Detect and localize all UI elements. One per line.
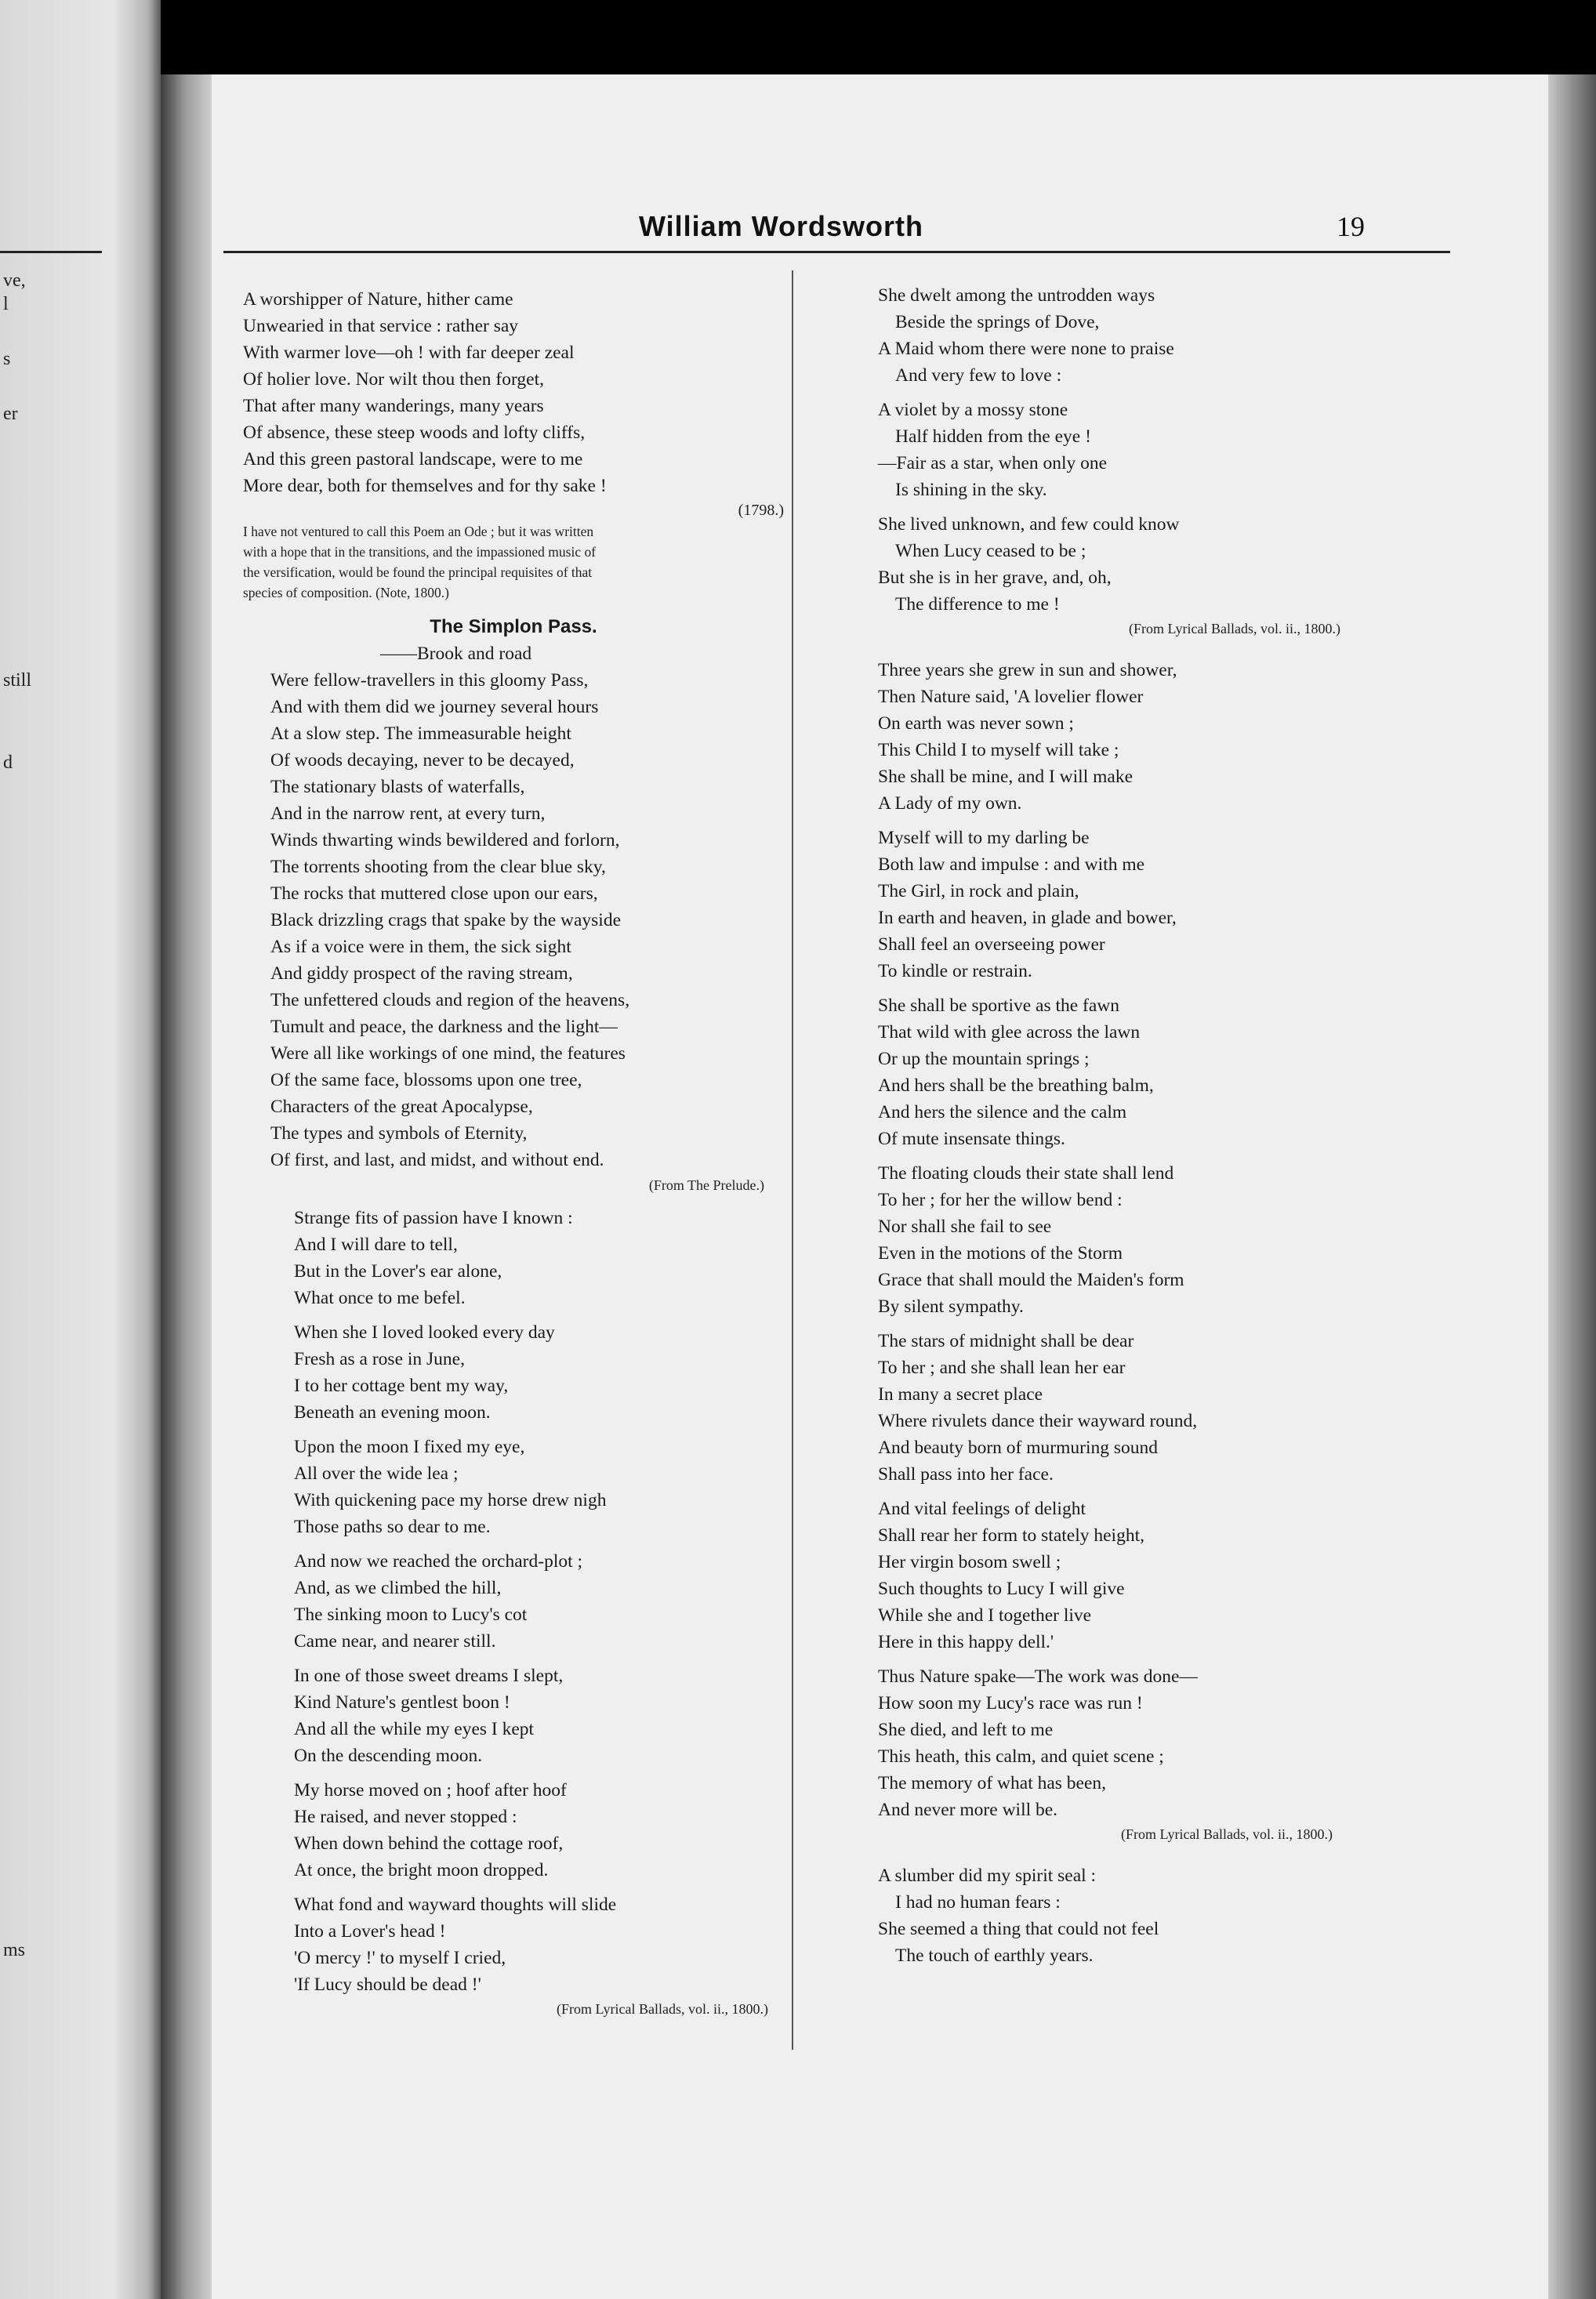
- verse-line: At once, the bright moon dropped.: [294, 1860, 549, 1880]
- note-line: species of composition. (Note, 1800.): [243, 585, 449, 600]
- verse-line: Shall pass into her face.: [878, 1464, 1054, 1485]
- verse-line: To kindle or restrain.: [878, 961, 1032, 981]
- verse-line: Kind Nature's gentlest boon !: [294, 1692, 510, 1713]
- verse-line: Nor shall she fail to see: [878, 1217, 1052, 1237]
- verse-line: I had no human fears :: [895, 1892, 1061, 1913]
- verse-line: Of holier love. Nor wilt thou then forget,: [243, 369, 544, 390]
- verse-line: On earth was never sown ;: [878, 713, 1074, 734]
- verse-line: A Lady of my own.: [878, 793, 1022, 814]
- stanza: [294, 1663, 784, 1769]
- verse-line: Of mute insensate things.: [878, 1129, 1065, 1149]
- verse-line: The types and symbols of Eternity,: [270, 1123, 528, 1144]
- spacer: [294, 1884, 784, 1891]
- facing-page-fragment: still: [3, 670, 32, 691]
- verse-line: This Child I to myself will take ;: [878, 740, 1119, 760]
- spacer: [878, 1320, 1364, 1328]
- verse-line: Winds thwarting winds bewildered and forlorn,: [270, 830, 620, 850]
- verse-line: My horse moved on ; hoof after hoof: [294, 1780, 567, 1800]
- poem-source: (From Lyrical Ballads, vol. ii., 1800.): [557, 2001, 768, 2017]
- verse-line: When she I loved looked every day: [294, 1322, 555, 1343]
- verse-line: Then Nature said, 'A lovelier flower: [878, 687, 1144, 707]
- spacer: [878, 389, 1364, 397]
- verse-line: In one of those sweet dreams I slept,: [294, 1666, 564, 1686]
- verse-line: Unwearied in that service : rather say: [243, 316, 519, 336]
- poem-source: (From The Prelude.): [648, 1177, 764, 1193]
- verse-line: Were fellow-travellers in this gloomy Pass,: [270, 670, 589, 691]
- verse-line: Fresh as a rose in June,: [294, 1349, 465, 1369]
- verse-line: Of the same face, blossoms upon one tree,: [270, 1070, 582, 1090]
- stanza: [294, 1777, 784, 1884]
- verse-line: The rocks that muttered close upon our ears,: [270, 883, 598, 904]
- stanza: [294, 1891, 784, 1998]
- verse-line: He raised, and never stopped :: [294, 1807, 517, 1827]
- spacer: [878, 817, 1364, 825]
- verse-line: The touch of earthly years.: [895, 1945, 1094, 1966]
- she-dwelt-poem: [878, 282, 1364, 640]
- spacer: [878, 985, 1364, 992]
- verse-line: All over the wide lea ;: [294, 1463, 459, 1484]
- right-column: [878, 282, 1364, 1969]
- page-edge-shadow: [1548, 74, 1596, 2299]
- stanza: [878, 1663, 1364, 1823]
- verse-line: Her virgin bosom swell ;: [878, 1552, 1061, 1572]
- verse-line: Where rivulets dance their wayward round,: [878, 1411, 1198, 1431]
- header-rule: [223, 251, 1450, 253]
- stanza: [878, 1328, 1364, 1488]
- three-years-poem: [878, 657, 1364, 1845]
- verse-line: In many a secret place: [878, 1384, 1043, 1405]
- verse-line: And giddy prospect of the raving stream,: [270, 963, 573, 984]
- verse-line: A violet by a mossy stone: [878, 400, 1068, 420]
- verse-line: The difference to me !: [895, 594, 1060, 615]
- facing-page-fragment: s: [3, 349, 11, 369]
- verse-line: What once to me befel.: [294, 1288, 466, 1308]
- verse-line: The Girl, in rock and plain,: [878, 881, 1079, 901]
- stanza: [294, 1205, 784, 1311]
- stanza: [294, 1548, 784, 1655]
- verse-line: At a slow step. The immeasurable height: [270, 723, 571, 744]
- verse-line: Such thoughts to Lucy I will give: [878, 1579, 1125, 1599]
- verse-line: Even in the motions of the Storm: [878, 1243, 1123, 1264]
- column-rule: [792, 270, 793, 2050]
- verse-line: With quickening pace my horse drew nigh: [294, 1490, 607, 1510]
- note-line: with a hope that in the transitions, and the impassioned music of: [243, 544, 597, 560]
- verse-line: And hers shall be the breathing balm,: [878, 1075, 1154, 1096]
- slumber-poem: [878, 1862, 1364, 1969]
- verse-line: Those paths so dear to me.: [294, 1517, 491, 1537]
- verse-line: And now we reached the orchard-plot ;: [294, 1551, 583, 1572]
- stanza: [878, 992, 1364, 1152]
- poem-source: (From Lyrical Ballads, vol. ii., 1800.): [1121, 1826, 1333, 1842]
- facing-page-fragment: d: [3, 752, 13, 773]
- verse-line: As if a voice were in them, the sick sight: [270, 937, 571, 957]
- verse-line: 'O mercy !' to myself I cried,: [294, 1948, 506, 1968]
- verse-line: —Fair as a star, when only one: [878, 453, 1108, 473]
- stanza: [878, 1496, 1364, 1655]
- poem-date: (1798.): [738, 502, 784, 519]
- verse-line: The floating clouds their state shall lend: [878, 1163, 1174, 1184]
- verse-line: Or up the mountain springs ;: [878, 1049, 1090, 1069]
- facing-page-fragment: ve,: [3, 270, 26, 291]
- simplon-pass-poem: [243, 640, 784, 1173]
- facing-page-fragment: er: [3, 404, 18, 424]
- tintern-abbey-excerpt: [243, 286, 784, 521]
- verse-line: Tumult and peace, the darkness and the light—: [270, 1017, 618, 1037]
- verse-line: Is shining in the sky.: [895, 480, 1047, 500]
- spacer: [878, 1655, 1364, 1663]
- verse-line: That wild with glee across the lawn: [878, 1022, 1141, 1043]
- stanza: [294, 1319, 784, 1426]
- spacer: [294, 1426, 784, 1434]
- spacer: [243, 603, 784, 611]
- spacer: [878, 1488, 1364, 1496]
- verse-line: And never more will be.: [878, 1800, 1058, 1820]
- verse-line: The unfettered clouds and region of the heavens,: [270, 990, 630, 1010]
- stanza: [878, 511, 1364, 618]
- spacer: [294, 1655, 784, 1663]
- verse-line: She dwelt among the untrodden ways: [878, 285, 1155, 306]
- spacer: [243, 1197, 784, 1205]
- verse-line: And very few to love :: [895, 365, 1062, 386]
- verse-line: The sinking moon to Lucy's cot: [294, 1605, 528, 1625]
- verse-line: Both law and impulse : and with me: [878, 854, 1145, 875]
- verse-line: But she is in her grave, and, oh,: [878, 567, 1112, 588]
- note-line: the versification, would be found the principal requisites of that: [243, 564, 593, 580]
- verse-line: Strange fits of passion have I known :: [294, 1208, 573, 1228]
- verse-line: A slumber did my spirit seal :: [878, 1866, 1097, 1886]
- verse-line: But in the Lover's ear alone,: [294, 1261, 502, 1282]
- verse-line: While she and I together live: [878, 1605, 1092, 1626]
- verse-line: She shall be mine, and I will make: [878, 767, 1134, 787]
- stanza: [878, 282, 1364, 389]
- verse-line: Black drizzling crags that spake by the wayside: [270, 910, 622, 930]
- author-note: [243, 521, 784, 603]
- left-column: [243, 286, 784, 2020]
- verse-line: Of woods decaying, never to be decayed,: [270, 750, 575, 771]
- verse-line: The torrents shooting from the clear blue sky,: [270, 857, 606, 877]
- verse-line: To her ; for her the willow bend :: [878, 1190, 1123, 1210]
- verse-line: And with them did we journey several hours: [270, 697, 599, 717]
- verse-line: When Lucy ceased to be ;: [895, 541, 1086, 561]
- note-line: I have not ventured to call this Poem an Ode ; but it was written: [243, 524, 594, 539]
- verse-line: And, as we climbed the hill,: [294, 1578, 502, 1598]
- verse-line: That after many wanderings, many years: [243, 396, 544, 416]
- stanza: [878, 397, 1364, 503]
- verse-line: She shall be sportive as the fawn: [878, 995, 1120, 1016]
- spacer: [878, 503, 1364, 511]
- running-header: William Wordsworth: [639, 210, 924, 242]
- verse-line: Here in this happy dell.': [878, 1632, 1054, 1652]
- verse-line: Thus Nature spake—The work was done—: [878, 1666, 1198, 1687]
- verse-line: And in the narrow rent, at every turn,: [270, 803, 546, 824]
- verse-line: Into a Lover's head !: [294, 1921, 446, 1942]
- verse-line: Half hidden from the eye !: [895, 426, 1091, 447]
- verse-line: This heath, this calm, and quiet scene ;: [878, 1746, 1164, 1767]
- facing-page-fragment: ms: [3, 1940, 26, 1960]
- spacer: [878, 640, 1364, 657]
- verse-line: Of first, and last, and midst, and without end.: [270, 1150, 604, 1170]
- verse-line: ——Brook and road: [380, 644, 532, 664]
- poem-source: (From Lyrical Ballads, vol. ii., 1800.): [1129, 621, 1340, 636]
- facing-page-edge: [0, 0, 161, 2299]
- verse-line: 'If Lucy should be dead !': [294, 1974, 481, 1995]
- verse-line: A worshipper of Nature, hither came: [243, 289, 513, 310]
- verse-line: A Maid whom there were none to praise: [878, 339, 1174, 359]
- verse-line: Beneath an evening moon.: [294, 1402, 491, 1423]
- verse-line: With warmer love—oh ! with far deeper zeal: [243, 343, 575, 363]
- spacer: [878, 1152, 1364, 1160]
- verse-line: To her ; and she shall lean her ear: [878, 1358, 1126, 1378]
- verse-line: And all the while my eyes I kept: [294, 1719, 535, 1739]
- verse-line: In earth and heaven, in glade and bower,: [878, 908, 1177, 928]
- verse-line: Beside the springs of Dove,: [895, 312, 1100, 332]
- verse-line: Characters of the great Apocalypse,: [270, 1097, 533, 1117]
- verse-line: What fond and wayward thoughts will slide: [294, 1895, 617, 1915]
- spacer: [878, 1845, 1364, 1862]
- verse-line: The stars of midnight shall be dear: [878, 1331, 1134, 1351]
- verse-line: Shall rear her form to stately height,: [878, 1525, 1144, 1546]
- stanza: [878, 825, 1364, 985]
- verse-line: The stationary blasts of waterfalls,: [270, 777, 525, 797]
- verse-line: She seemed a thing that could not feel: [878, 1919, 1159, 1939]
- verse-line: The memory of what has been,: [878, 1773, 1107, 1793]
- book-spine: [161, 74, 216, 2299]
- spacer: [294, 1769, 784, 1777]
- verse-line: Shall feel an overseeing power: [878, 934, 1105, 955]
- facing-page-rule: [0, 251, 102, 253]
- verse-line: By silent sympathy.: [878, 1296, 1024, 1317]
- verse-line: Of absence, these steep woods and lofty cliffs,: [243, 422, 586, 443]
- verse-line: When down behind the cottage roof,: [294, 1833, 564, 1854]
- verse-line: And hers the silence and the calm: [878, 1102, 1127, 1122]
- verse-line: Myself will to my darling be: [878, 828, 1090, 848]
- verse-line: And this green pastoral landscape, were to me: [243, 449, 583, 470]
- verse-line: And I will dare to tell,: [294, 1235, 458, 1255]
- verse-line: Three years she grew in sun and shower,: [878, 660, 1177, 680]
- verse-line: She lived unknown, and few could know: [878, 514, 1180, 535]
- strange-fits-poem: [243, 1205, 784, 1998]
- verse-line: Were all like workings of one mind, the features: [270, 1043, 626, 1064]
- stanza: [878, 657, 1364, 817]
- verse-line: Came near, and nearer still.: [294, 1631, 496, 1652]
- stanza: [878, 1160, 1364, 1320]
- verse-line: She died, and left to me: [878, 1720, 1054, 1740]
- verse-line: How soon my Lucy's race was run !: [878, 1693, 1143, 1713]
- verse-line: And vital feelings of delight: [878, 1499, 1086, 1519]
- verse-line: I to her cottage bent my way,: [294, 1376, 509, 1396]
- verse-line: And beauty born of murmuring sound: [878, 1438, 1159, 1458]
- page-number: 19: [1337, 211, 1365, 242]
- spacer: [294, 1540, 784, 1548]
- stanza: [294, 1434, 784, 1540]
- facing-page-fragment: l: [3, 294, 9, 314]
- verse-line: Grace that shall mould the Maiden's form: [878, 1270, 1184, 1290]
- spacer: [294, 1311, 784, 1319]
- verse-line: On the descending moon.: [294, 1746, 483, 1766]
- poem-heading: The Simplon Pass.: [430, 616, 597, 637]
- verse-line: More dear, both for themselves and for thy sake !: [243, 476, 607, 496]
- verse-line: Upon the moon I fixed my eye,: [294, 1437, 525, 1457]
